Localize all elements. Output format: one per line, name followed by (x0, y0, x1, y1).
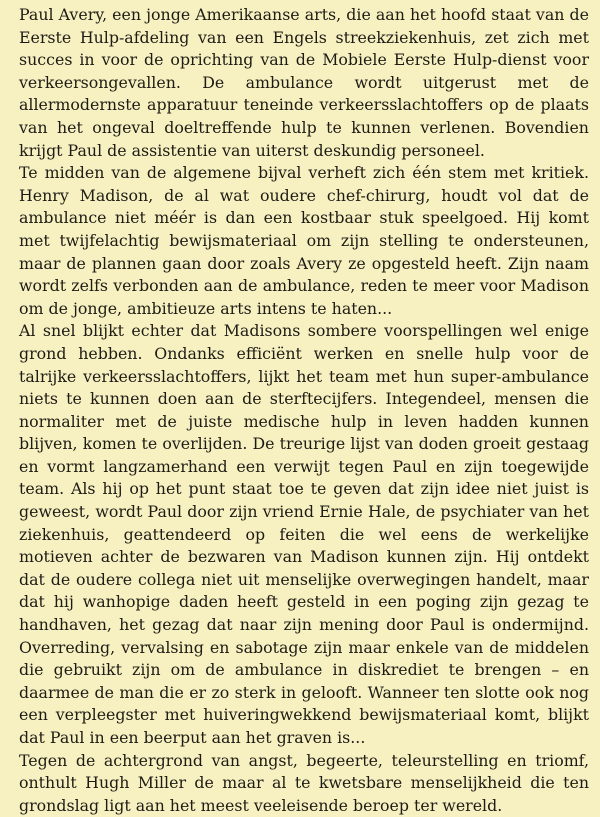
paragraph-closing: Tegen de achtergrond van angst, begeerte, teleurstelling en triomf, onthult Hugh Miller de maar al te kwetsbare menselijkheid die ten grondslag ligt aan het meest veeleisende beroep ter wereld. (19, 750, 589, 815)
synopsis-text (19, 4, 589, 817)
paragraph-conflict: Al snel blijkt echter dat Madisons sombere voorspellingen wel enige grond hebben. Ondanks efficiënt werken en snelle hulp voor de talrijke verkeersslachtoffers, lijkt het team met hun super-ambulance niets te kunnen doen aan de sterftecijfers. Integendeel, mensen die normaliter met de juiste medische hulp in leven hadden kunnen blijven, komen te overlijden. De treurige lijst van doden groeit gestaag en vormt langzamerhand een verwijt tegen Paul en zijn toegewijde team. Als hij op het punt staat toe te geven dat zijn idee niet juist is geweest, wordt Paul door zijn vriend Ernie Hale, de psychiater van het ziekenhuis, geattendeerd op feiten die wel eens de werkelijke motieven achter de bezwaren van Madison kunnen zijn. Hij ontdekt dat de oudere collega niet uit menselijke overwegingen handelt, maar dat hij wanhopige daden heeft gesteld in een poging zijn gezag te handhaven, het gezag dat naar zijn mening door Paul is ondermijnd. Overreding, vervalsing en sabotage zijn maar enkele van de middelen die gebruikt zijn om de ambulance in diskrediet te brengen – en daarmee de man die er zo sterk in gelooft. Wanneer ten slotte ook nog een verpleegster met huiveringwekkend bewijsmateriaal komt, blijkt dat Paul in een beerput aan het graven is... (19, 321, 589, 747)
paragraph-madison: Te midden van de algemene bijval verheft zich één stem met kritiek. Henry Madison, de al wat oudere chef-chirurg, houdt vol dat de ambulance niet méér is dan een kostbaar stuk speelgoed. Hij komt met twijfelachtig bewijsmateriaal om zijn stelling te ondersteunen, maar de plannen gaan door zoals Avery ze opgesteld heeft. Zijn naam wordt zelfs verbonden aan de ambulance, reden te meer voor Madison om de jonge, ambitieuze arts intens te haten... (19, 163, 589, 318)
paragraph-intro: Paul Avery, een jonge Amerikaanse arts, die aan het hoofd staat van de Eerste Hulp-afdeling van een Engels streekziekenhuis, zet zich met succes in voor de oprichting van de Mobiele Eerste Hulp-dienst voor verkeersongevallen. De ambulance wordt uitgerust met de allermodernste apparatuur teneinde verkeersslachtoffers op de plaats van het ongeval doeltreffende hulp te kunnen verlenen. Bovendien krijgt Paul de assistentie van uiterst deskundig personeel. (19, 5, 589, 160)
